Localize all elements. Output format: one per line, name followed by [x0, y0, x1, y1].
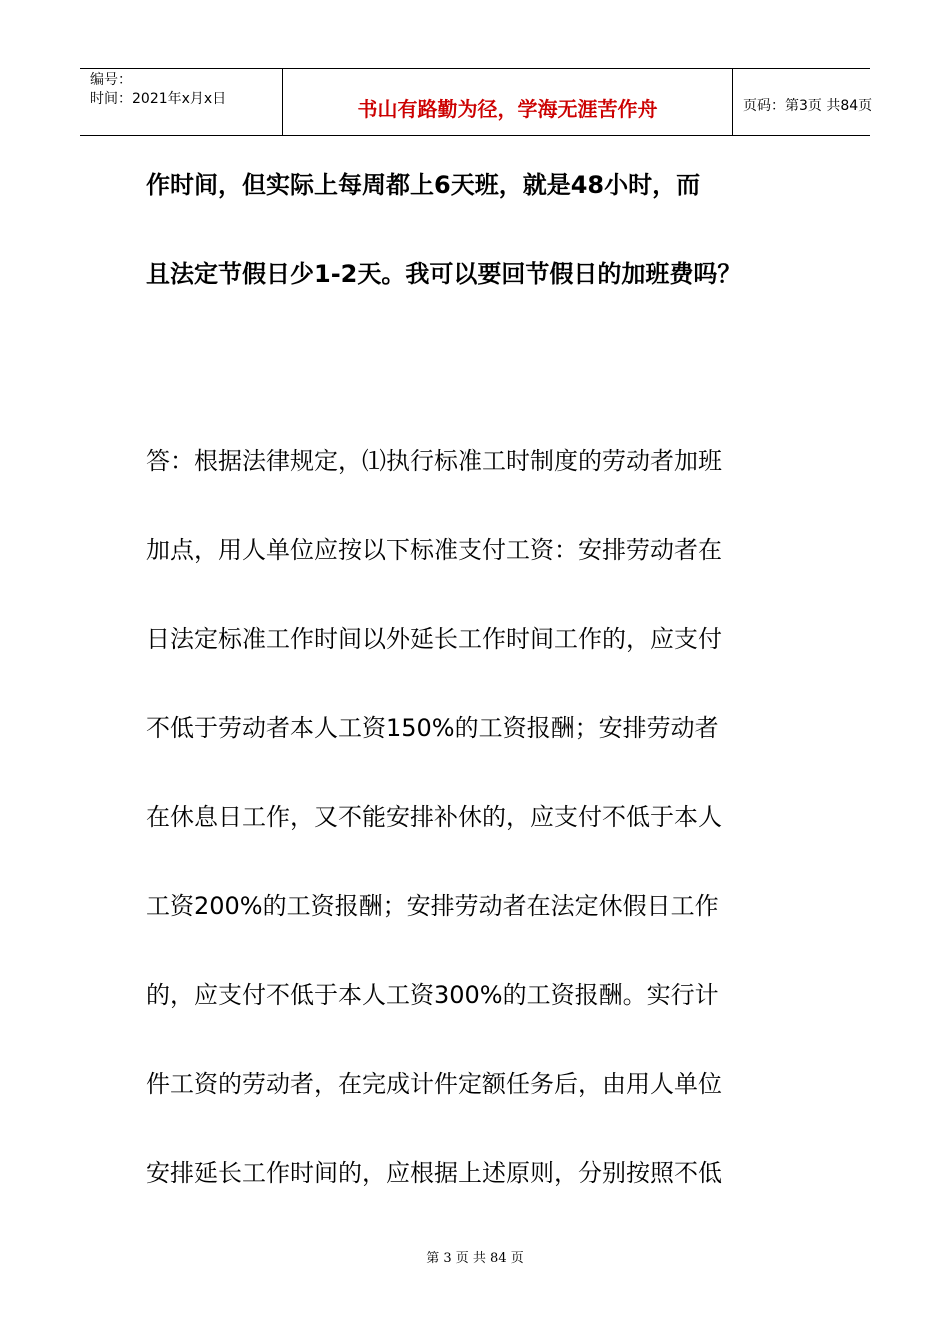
header-page-cell [733, 69, 873, 135]
question-line-2: 且法定节假日少1-2天。我可以要回节假日的加班费吗？ [146, 260, 742, 288]
document-time: 时间：2021年x月x日 [90, 91, 227, 107]
answer-line-4: 不低于劳动者本人工资150%的工资报酬；安排劳动者 [146, 714, 719, 742]
answer-line-2: 加点，用人单位应按以下标准支付工资：安排劳动者在 [146, 536, 722, 564]
header-motto-cell [282, 69, 733, 135]
answer-line-1: 答：根据法律规定，⑴执行标准工时制度的劳动者加班 [146, 447, 722, 475]
header-meta-cell [80, 69, 282, 135]
answer-line-3: 日法定标准工作时间以外延长工作时间工作的，应支付 [146, 625, 722, 653]
header-motto: 书山有路勤为径，学海无涯苦作舟 [357, 97, 658, 121]
question-line-1: 作时间，但实际上每周都上6天班，就是48小时，而 [146, 171, 701, 199]
answer-line-5: 在休息日工作，又不能安排补休的，应支付不低于本人 [146, 803, 722, 831]
document-number-label: 编号： [90, 72, 132, 88]
answer-line-9: 安排延长工作时间的，应根据上述原则，分别按照不低 [146, 1159, 722, 1187]
answer-line-8: 件工资的劳动者，在完成计件定额任务后，由用人单位 [146, 1070, 722, 1098]
page-header [80, 68, 873, 136]
header-page-code: 页码：第3页 共84页 [743, 98, 873, 114]
page-footer: 第 3 页 共 84 页 [426, 1251, 524, 1266]
answer-line-7: 的，应支付不低于本人工资300%的工资报酬。实行计 [146, 981, 719, 1009]
answer-line-6: 工资200%的工资报酬；安排劳动者在法定休假日工作 [146, 892, 719, 920]
